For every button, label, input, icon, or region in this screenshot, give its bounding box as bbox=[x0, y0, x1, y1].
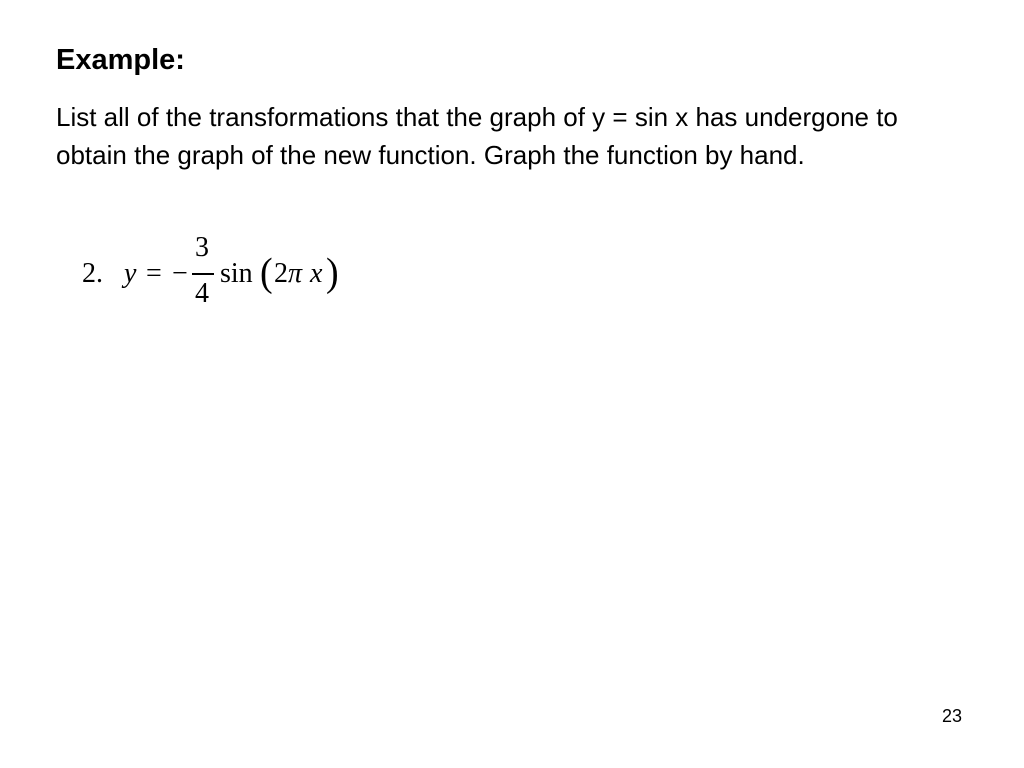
open-parenthesis: ( bbox=[260, 250, 273, 296]
fraction-numerator: 3 bbox=[195, 232, 209, 263]
page-number: 23 bbox=[941, 706, 962, 726]
instruction-text: List all of the transformations that the graph of y = sin x has undergone to obtain the graph of the new function. Graph the function by hand. bbox=[56, 102, 898, 170]
coefficient: 2 bbox=[274, 258, 288, 289]
equals-sign: = bbox=[146, 258, 162, 289]
close-parenthesis: ) bbox=[326, 250, 339, 296]
equation-argument-variable: x bbox=[310, 258, 323, 289]
equation-lhs-variable: y bbox=[124, 258, 137, 289]
pi-symbol: π bbox=[288, 258, 303, 289]
minus-sign: − bbox=[172, 258, 188, 289]
fraction-bar bbox=[192, 273, 214, 275]
slide-title: Example: bbox=[56, 44, 185, 76]
fraction-denominator: 4 bbox=[195, 278, 209, 309]
problem-number: 2. bbox=[82, 258, 103, 289]
sine-function: sin bbox=[220, 258, 253, 289]
